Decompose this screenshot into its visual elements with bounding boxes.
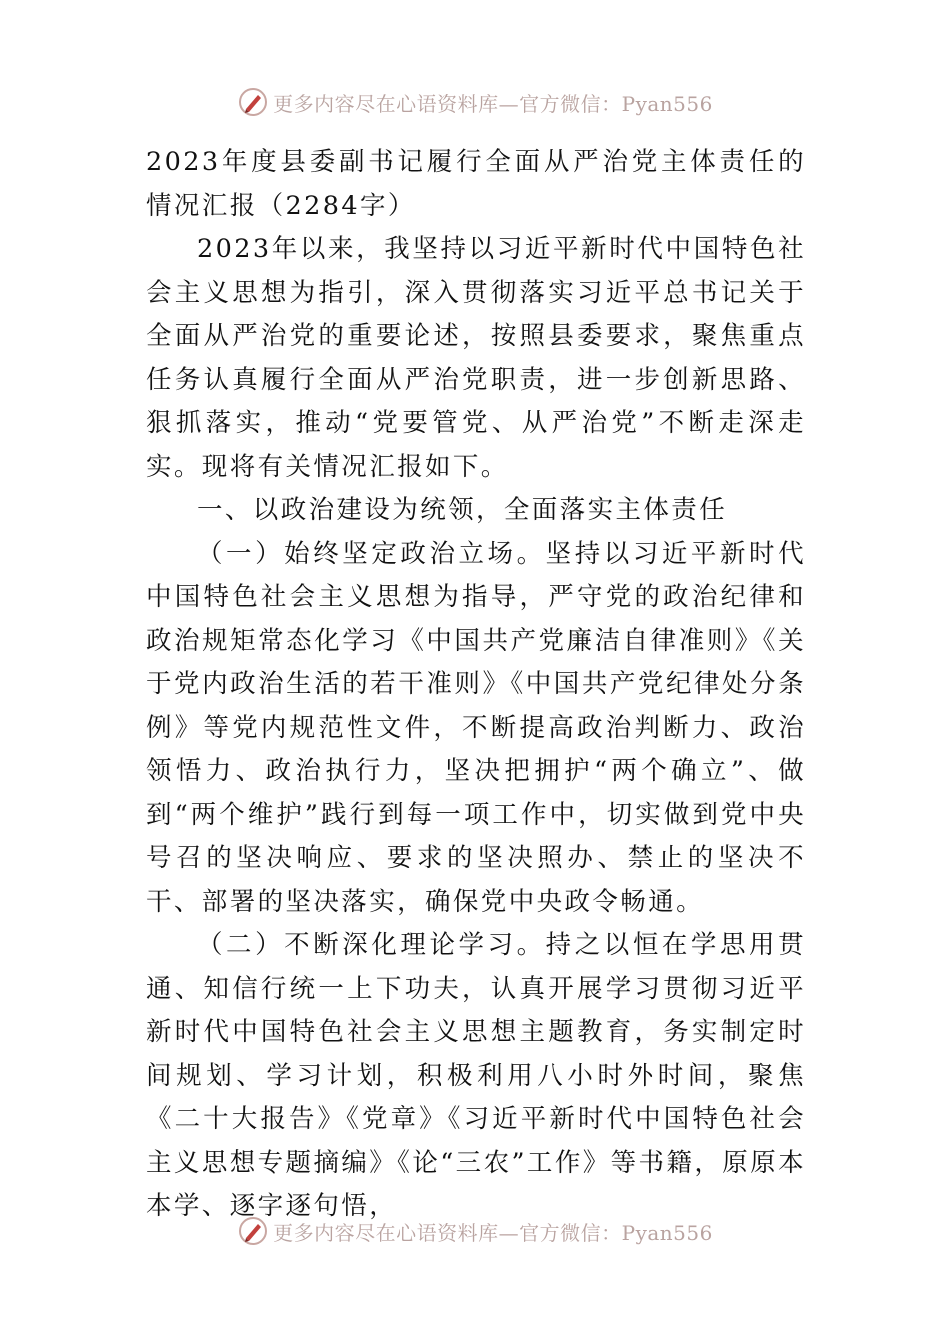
document-body bbox=[146, 141, 806, 1229]
document-title: 2023年度县委副书记履行全面从严治党主体责任的情况汇报（2284字） bbox=[146, 147, 806, 221]
section-heading-1: 一、以政治建设为统领，全面落实主体责任 bbox=[197, 495, 728, 525]
watermark-header bbox=[0, 82, 950, 122]
watermark-text: 更多内容尽在心语资料库—官方微信：Pyan556 bbox=[273, 91, 713, 116]
paragraph-section-1-2: （二）不断深化理论学习。持之以恒在学思用贯通、知信行统一上下功夫，认真开展学习贯彻习近平新时代中国特色社会主义思想主题教育，务实制定时间规划、学习计划，积极利用八小时外时间，聚焦《二十大报告》《党章》《习近平新时代中国特色社会主义思想专题摘编》《论“三农”工作》等书籍，原原本本学、逐字逐句悟， bbox=[146, 930, 806, 1221]
paragraph-section-1-1: （一）始终坚定政治立场。坚持以习近平新时代中国特色社会主义思想为指导，严守党的政治纪律和政治规矩常态化学习《中国共产党廉洁自律准则》《关于党内政治生活的若干准则》《中国共产党纪律处分条例》等党内规范性文件，不断提高政治判断力、政治领悟力、政治执行力，坚决把拥护“两个确立”、做到“两个维护”践行到每一项工作中，切实做到党中央号召的坚决响应、要求的坚决照办、禁止的坚决不干、部署的坚决落实，确保党中央政令畅通。 bbox=[146, 538, 806, 917]
paragraph-intro: 2023年以来，我坚持以习近平新时代中国特色社会主义思想为指引，深入贯彻落实习近平总书记关于全面从严治党的重要论述，按照县委要求，聚焦重点任务认真履行全面从严治党职责，进一步创新思路、狠抓落实，推动“党要管党、从严治党”不断走深走实。现将有关情况汇报如下。 bbox=[146, 234, 806, 482]
pen-logo-icon bbox=[237, 86, 269, 118]
pen-logo-icon bbox=[237, 1215, 269, 1247]
watermark-text: 更多内容尽在心语资料库—官方微信：Pyan556 bbox=[273, 1220, 713, 1245]
watermark-footer bbox=[0, 1211, 950, 1251]
